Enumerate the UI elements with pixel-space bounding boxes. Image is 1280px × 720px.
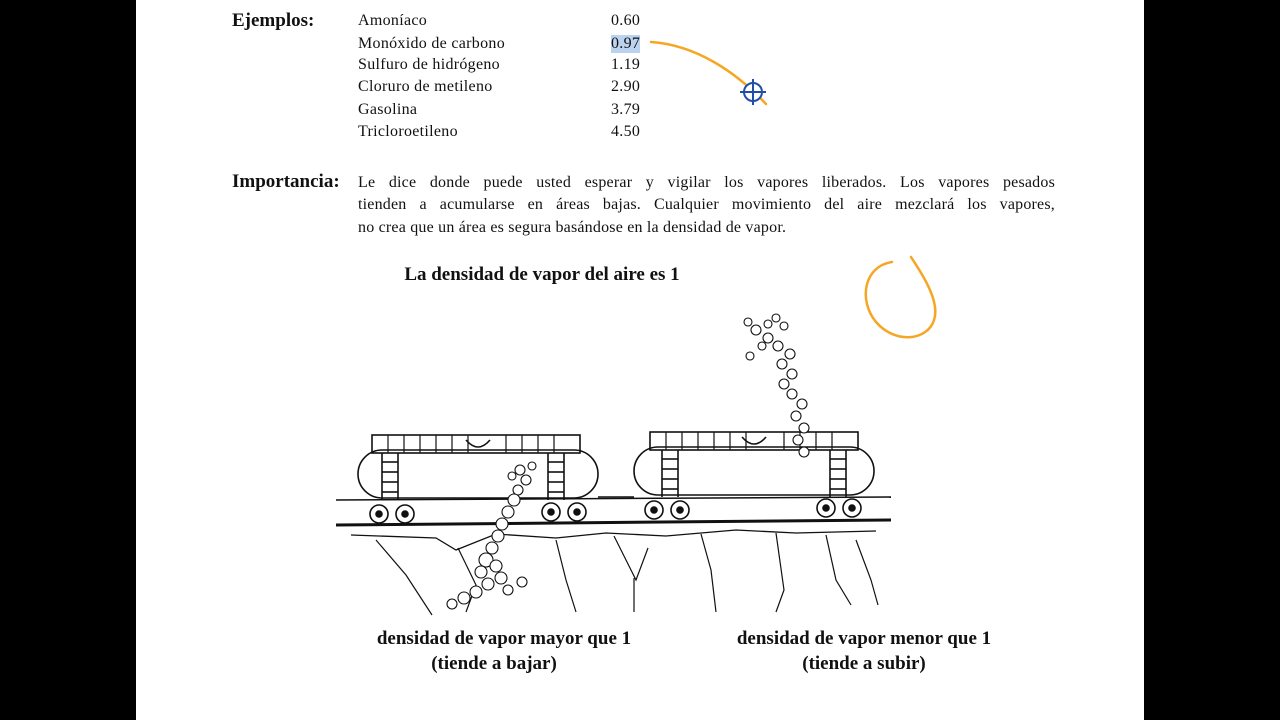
example-value: 0.60 bbox=[611, 12, 641, 29]
example-name: Tricloroetileno bbox=[358, 123, 458, 140]
example-name: Sulfuro de hidrógeno bbox=[358, 56, 500, 73]
example-name: Gasolina bbox=[358, 101, 418, 118]
paragraph-line: no crea que un área es segura basándose en la densidad de vapor. bbox=[358, 218, 787, 236]
examples-label: Ejemplos: bbox=[232, 10, 315, 31]
caption-left-line2: (tiende a bajar) bbox=[431, 653, 557, 674]
paragraph-line: Le dice donde puede usted esperar y vigilar los vapores liberados. Los vapores pesados bbox=[358, 174, 1055, 191]
example-name: Amoníaco bbox=[358, 12, 428, 29]
caption-left-line1: densidad de vapor mayor que 1 bbox=[376, 628, 632, 649]
importance-label: Importancia: bbox=[232, 171, 340, 192]
example-value: 4.50 bbox=[611, 123, 641, 140]
annotation-loop bbox=[866, 257, 936, 337]
example-value-highlighted[interactable]: 0.97 bbox=[611, 35, 641, 52]
figure-title: La densidad de vapor del aire es 1 bbox=[404, 264, 680, 285]
example-name: Cloruro de metileno bbox=[358, 78, 493, 95]
example-value: 1.19 bbox=[611, 56, 641, 73]
example-value: 2.90 bbox=[611, 78, 641, 95]
train-illustration bbox=[136, 0, 1144, 720]
paragraph-line: tienden a acumularse en áreas bajas. Cualquier movimiento del aire mezclará los vapores, bbox=[358, 196, 1055, 214]
example-value: 3.79 bbox=[611, 101, 641, 118]
caption-right-line2: (tiende a subir) bbox=[802, 653, 926, 674]
document-page bbox=[136, 0, 1144, 720]
example-name: Monóxido de carbono bbox=[358, 35, 506, 52]
caption-right-line1: densidad de vapor menor que 1 bbox=[736, 628, 992, 649]
